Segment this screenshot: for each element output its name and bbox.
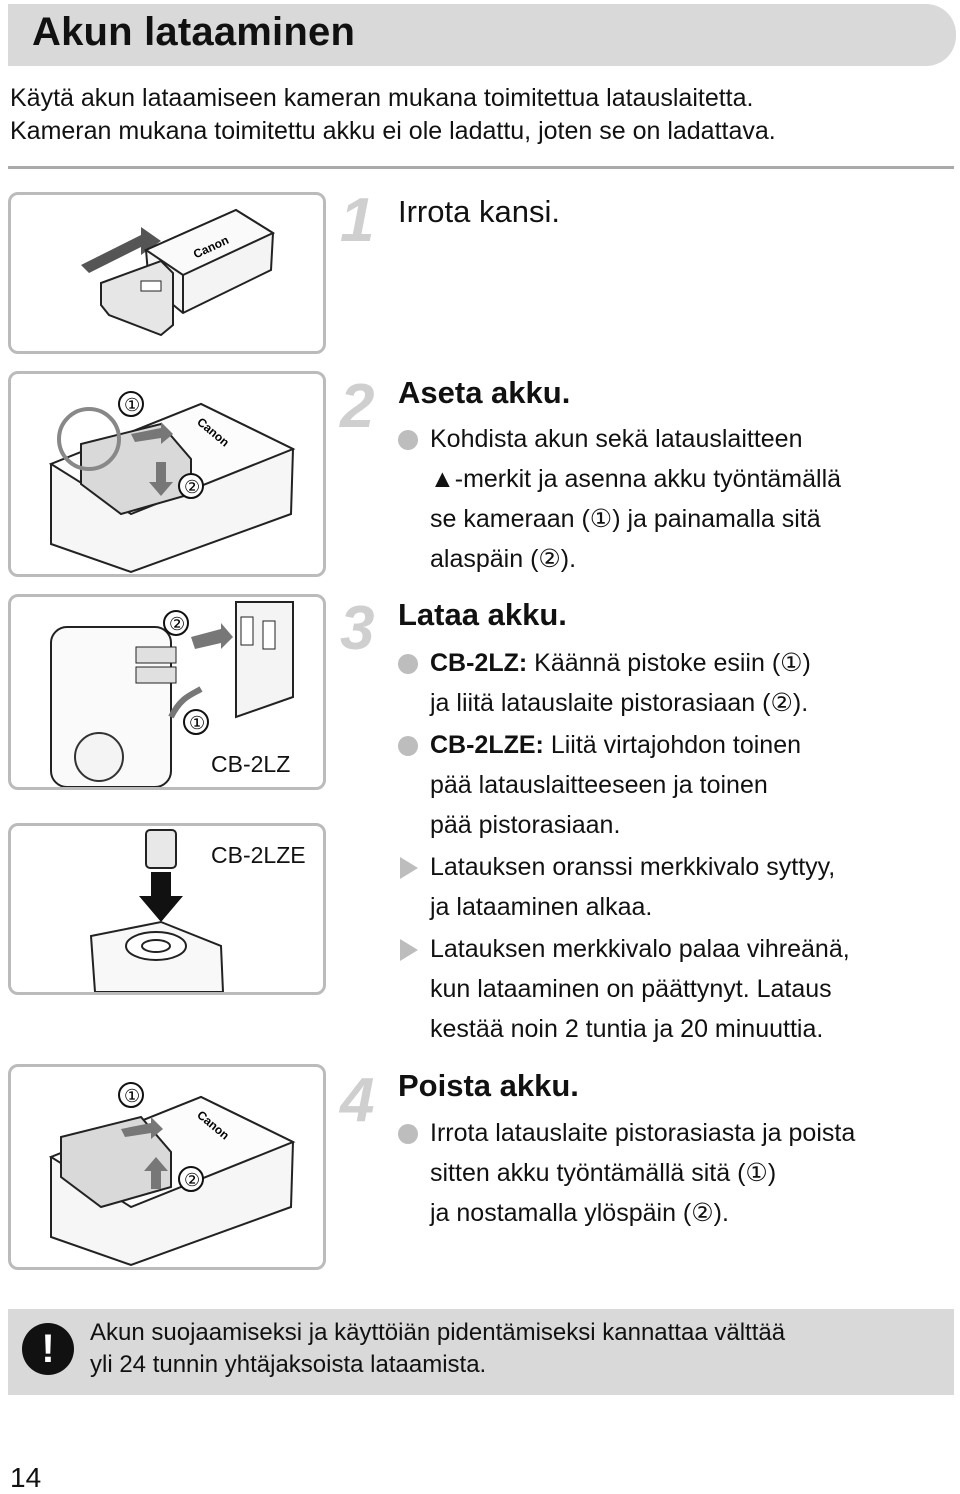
bullet-circle-icon (398, 1124, 418, 1144)
battery-cover-illustration (11, 195, 323, 351)
canon-logo: Canon (194, 414, 232, 450)
caution-note (8, 1309, 954, 1395)
callout-1: ① (124, 1086, 141, 1106)
step-3-result-orange (398, 847, 918, 927)
caution-text (90, 1317, 785, 1381)
bullet-circle-icon (398, 430, 418, 450)
label-cb2lze: CB-2LZE (211, 842, 306, 868)
bullet-line: Irrota latauslaite pistorasiasta ja poista (430, 1119, 856, 1147)
step-number-3: 3 (340, 594, 375, 663)
step-number-1: 1 (340, 186, 375, 255)
bullet-circle-icon (398, 654, 418, 674)
caution-line-1: Akun suojaamiseksi ja käyttöiän pidentämiseksi kannattaa välttää (90, 1319, 786, 1346)
callout-1: ① (189, 713, 206, 733)
bullet-line: Latauksen oranssi merkkivalo syttyy, (430, 853, 836, 881)
step-3-title: Lataa akku. (398, 597, 567, 632)
callout-2: ② (184, 477, 201, 497)
caution-icon: ! (22, 1323, 74, 1375)
callout-2: ② (169, 614, 186, 634)
bullet-line: alaspäin (②). (430, 545, 577, 573)
bullet-line: kestää noin 2 tuntia ja 20 minuuttia. (430, 1015, 824, 1043)
bullet-line: ▲-merkit ja asenna akku työntämällä (430, 465, 842, 493)
illustration-cb2lze (8, 823, 326, 995)
bullet-line: se kameraan (①) ja painamalla sitä (430, 505, 821, 533)
bullet-line: Latauksen merkkivalo palaa vihreänä, (430, 935, 850, 963)
illustration-remove-cover (8, 192, 326, 354)
page-title: Akun lataaminen (32, 10, 356, 54)
step-3-bullet-cb2lze (398, 725, 918, 845)
bullet-bold-label: CB-2LZE: (430, 731, 544, 759)
bullet-bold-label: CB-2LZ: (430, 649, 528, 677)
charger-remove-illustration (11, 1067, 323, 1267)
canon-logo: Canon (194, 1107, 232, 1143)
callout-2: ② (184, 1170, 201, 1190)
bullet-line: pää latauslaitteeseen ja toinen (430, 771, 768, 799)
title-bar (8, 4, 956, 66)
page-number: 14 (10, 1462, 42, 1493)
bullet-circle-icon (398, 736, 418, 756)
result-arrow-icon (400, 857, 418, 879)
result-arrow-icon (400, 939, 418, 961)
intro-text (10, 82, 776, 148)
illustration-remove-battery (8, 1064, 326, 1270)
intro-line-2: Kameran mukana toimitettu akku ei ole ladattu, joten se on ladattava. (10, 117, 776, 145)
divider (8, 166, 954, 169)
bullet-line: ja lataaminen alkaa. (430, 893, 653, 921)
callout-1: ① (124, 395, 141, 415)
step-number-4: 4 (340, 1066, 375, 1135)
intro-line-1: Käytä akun lataamiseen kameran mukana toimitettua latauslaitetta. (10, 84, 754, 112)
illustration-cb2lz (8, 594, 326, 790)
bullet-line: kun lataaminen on päättynyt. Lataus (430, 975, 832, 1003)
bullet-line: Liitä virtajohdon toinen (543, 731, 802, 759)
bullet-line: Käännä pistoke esiin (①) (527, 649, 811, 677)
charger-insert-illustration (11, 374, 323, 574)
canon-logo: Canon (191, 232, 231, 262)
step-4-title: Poista akku. (398, 1068, 579, 1103)
step-2-bullet (398, 419, 918, 579)
bullet-line: ja liitä latauslaite pistorasiaan (②). (430, 689, 809, 717)
step-4-bullet (398, 1113, 918, 1233)
bullet-line: sitten akku työntämällä sitä (①) (430, 1159, 777, 1187)
step-number-2: 2 (340, 372, 375, 441)
label-cb2lz: CB-2LZ (211, 751, 291, 777)
bullet-line: pää pistorasiaan. (430, 811, 621, 839)
step-3-result-green (398, 929, 918, 1049)
caution-line-2: yli 24 tunnin yhtäjaksoista lataamista. (90, 1351, 487, 1378)
step-1-title: Irrota kansi. (398, 194, 560, 229)
bullet-line: Kohdista akun sekä latauslaitteen (430, 425, 803, 453)
bullet-line: ja nostamalla ylöspäin (②). (430, 1199, 729, 1227)
illustration-insert-battery (8, 371, 326, 577)
step-3-bullet-cb2lz (398, 643, 918, 723)
step-2-title: Aseta akku. (398, 375, 571, 410)
